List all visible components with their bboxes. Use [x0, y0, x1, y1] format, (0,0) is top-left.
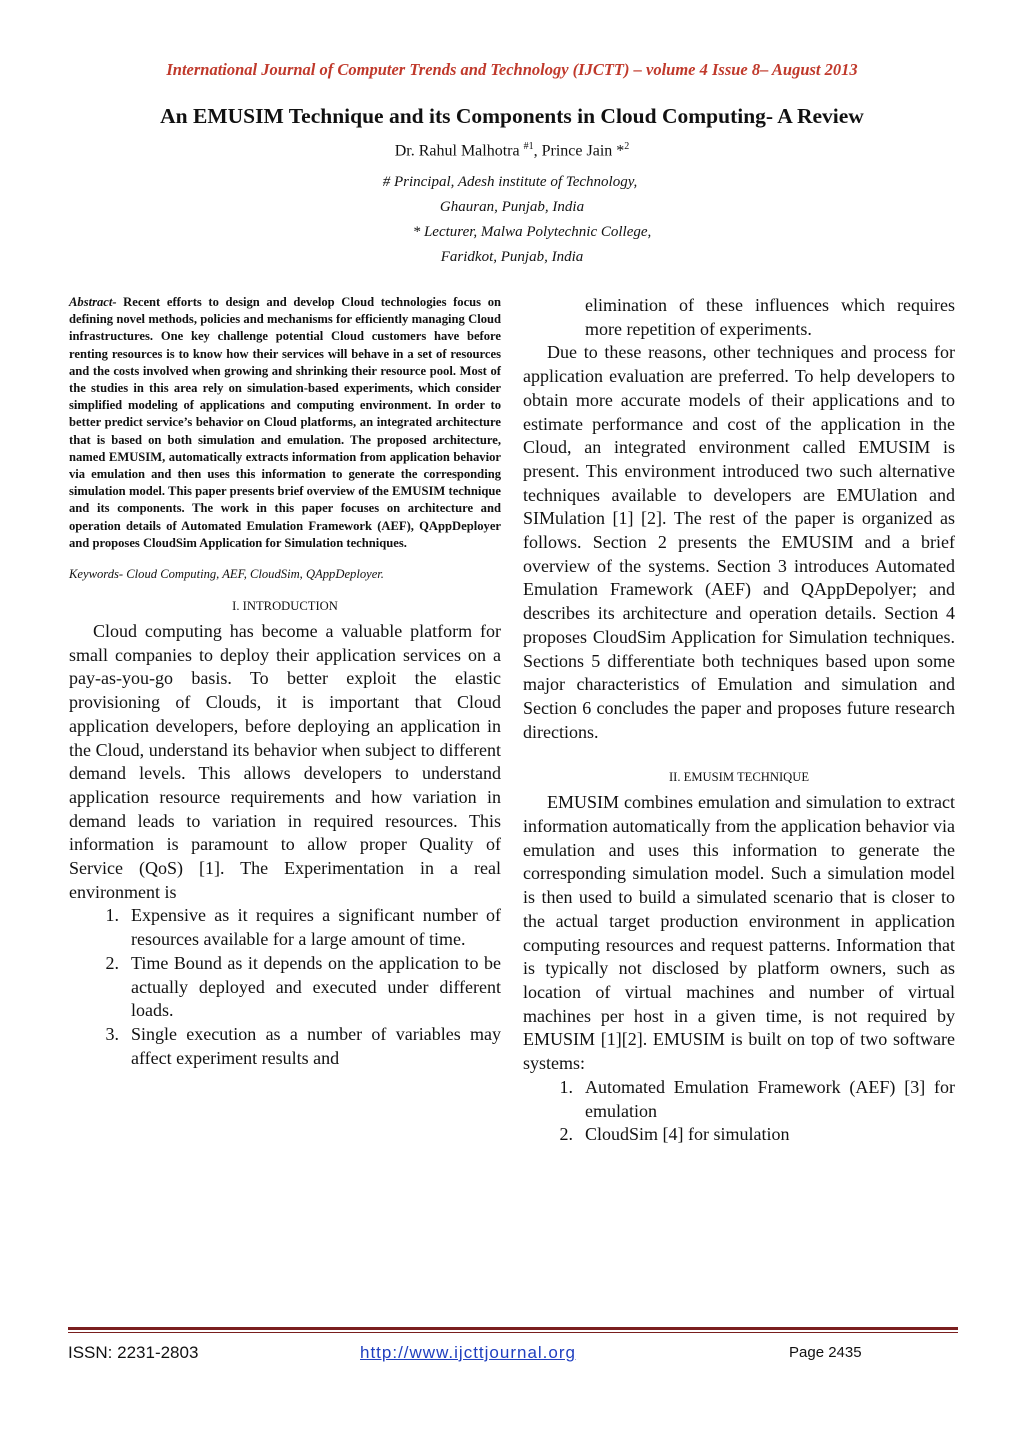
- section-title-mid: MU: [691, 770, 712, 785]
- list-text: CloudSim [4] for simulation: [585, 1124, 790, 1145]
- list-text: Single execution as a number of variables may affect experiment results and: [131, 1024, 501, 1068]
- list-continuation: elimination of these influences which requires more repetition of experiments.: [585, 295, 955, 339]
- section-heading-emusim: [523, 770, 955, 785]
- section-title-cap: E: [683, 770, 692, 785]
- list-number: 3.: [105, 1024, 119, 1044]
- section-title-rest: NTRODUCTION: [246, 599, 338, 614]
- affiliation-2: Ghauran, Punjab, India: [439, 199, 585, 215]
- footer-issn: ISSN: 2231-2803: [68, 1343, 199, 1362]
- footer: [68, 1343, 958, 1367]
- section-title-rest: ECHNIQUE: [744, 770, 810, 785]
- right-column: [523, 294, 955, 1147]
- list-number: 1.: [105, 905, 119, 926]
- abstract: [69, 294, 501, 552]
- intro-paragraph: Cloud computing has become a valuable platform for small companies to deploy their application services on a pay-as-you-go basis. To better exploit the elastic provisioning of Clouds, it is important that Cloud application developers, before deploying an application in the Cloud, understand its behavior when subject to different demand levels. This allows developers to understand application resource requirements and how variation in demand leads to variation in required resources. This information is paramount to allow proper Quality of Service (QoS) [1]. The Experimentation in a real environment is: [69, 621, 501, 902]
- list-text: Expensive as it requires a significant number of resources available for a large amount of time.: [131, 905, 501, 950]
- author-2-mark: 2: [624, 141, 630, 152]
- page-number: Page 2435: [789, 1344, 862, 1361]
- list-number: 1.: [559, 1076, 573, 1097]
- emusim-list: [523, 1076, 955, 1147]
- list-number: 2.: [559, 1124, 573, 1145]
- list-text: Automated Emulation Framework (AEF) [3] for emulation: [585, 1076, 955, 1121]
- left-column: [69, 294, 501, 1070]
- footer-rule-thin: [68, 1332, 958, 1333]
- section-number: I.: [232, 599, 240, 614]
- abstract-label: Abstract-: [69, 295, 117, 309]
- emusim-paragraph: EMUSIM combines emulation and simulation to extract information automatically from the application behavior via emulation and uses this information to generate the corresponding simulation model. Such a simulation model is then used to build a simulated scenario that is closer to the actual target production environment in application computing resources and request patterns. Information that is typically not disclosed by platform owners, such as location of virtual machines and number of virtual machines per host in a given time, is not required by EMUSIM [1][2]. EMUSIM is built on top of two software systems:: [523, 792, 955, 1074]
- list-item: [523, 1123, 955, 1147]
- list-number: 2.: [105, 952, 119, 973]
- author-1: Dr. Rahul Malhotra: [394, 142, 524, 160]
- author-2: , Prince Jain *: [533, 142, 625, 160]
- author-1-mark: #1: [523, 141, 534, 152]
- paper-title: An EMUSIM Technique and its Components in Cloud Computing- A Review: [160, 104, 864, 128]
- section-heading-introduction: [69, 599, 501, 614]
- affiliation-3: * Lecturer, Malwa Polytechnic College,: [412, 224, 652, 240]
- list-text: Time Bound as it depends on the application to be actually deployed and executed under different loads.: [131, 952, 501, 1021]
- organization-paragraph: Due to these reasons, other techniques and process for application evaluation are preferred. To help developers to obtain more accurate models of their applications and to estimate performance and cost of the application in the Cloud, an integrated environment called EMUSIM is present. This environment introduced two such alternative techniques available to developers are EMUlation and SIMulation [1] [2]. The rest of the paper is organized as follows. Section 2 presents the EMUSIM and a brief overview of the systems. Section 3 introduces Automated Emulation Framework (AEF) and QAppDepolyer; and describes its architecture and operation details. Section 4 proposes CloudSim Application for Simulation techniques. Sections 5 differentiate both techniques based upon some major characteristics of Emulation and simulation and Section 6 concludes the paper and proposes future research directions.: [523, 342, 955, 742]
- section-title-cap2: SIM T: [711, 770, 745, 785]
- intro-list: [69, 904, 501, 1070]
- list-item: [69, 904, 501, 951]
- keywords: Keywords- Cloud Computing, AEF, CloudSim, QAppDeployer.: [69, 567, 384, 582]
- journal-header: International Journal of Computer Trends and Technology (IJCTT) – volume 4 Issue 8– August 2013: [166, 60, 858, 79]
- list-item: [69, 952, 501, 1023]
- section-number: II.: [668, 770, 681, 785]
- section-title-cap: I: [242, 599, 247, 614]
- affiliation-4: Faridkot, Punjab, India: [440, 249, 584, 265]
- affiliation-1: # Principal, Adesh institute of Technology,: [382, 174, 638, 190]
- footer-rule: [68, 1327, 958, 1330]
- abstract-text: Recent efforts to design and develop Cloud technologies focus on defining novel methods, policies and mechanisms for efficiently managing Cloud infrastructures. One key challenge potential Cloud customers have before renting resources is to know how their services will behave in a set of resources and the costs involved when growing and shrinking their resource pool. Most of the studies in this area rely on simulation-based experiments, which consider simplified modeling of applications and computing environment. In order to better predict service’s behavior on Cloud platforms, an integrated architecture that is based on both simulation and emulation. The proposed architecture, named EMUSIM, automatically extracts information from application behavior via emulation and then uses this information to generate the corresponding simulation model. This paper presents brief overview of the EMUSIM technique and its components. The work in this paper focuses on architecture and operation details of Automated Emulation Framework (AEF), QAppDeployer and proposes CloudSim Application for Simulation techniques.: [69, 295, 501, 550]
- journal-link[interactable]: http://www.ijcttjournal.org: [360, 1343, 576, 1362]
- list-item: [69, 1023, 501, 1070]
- list-item: [523, 1076, 955, 1123]
- authors-line: [0, 141, 1024, 160]
